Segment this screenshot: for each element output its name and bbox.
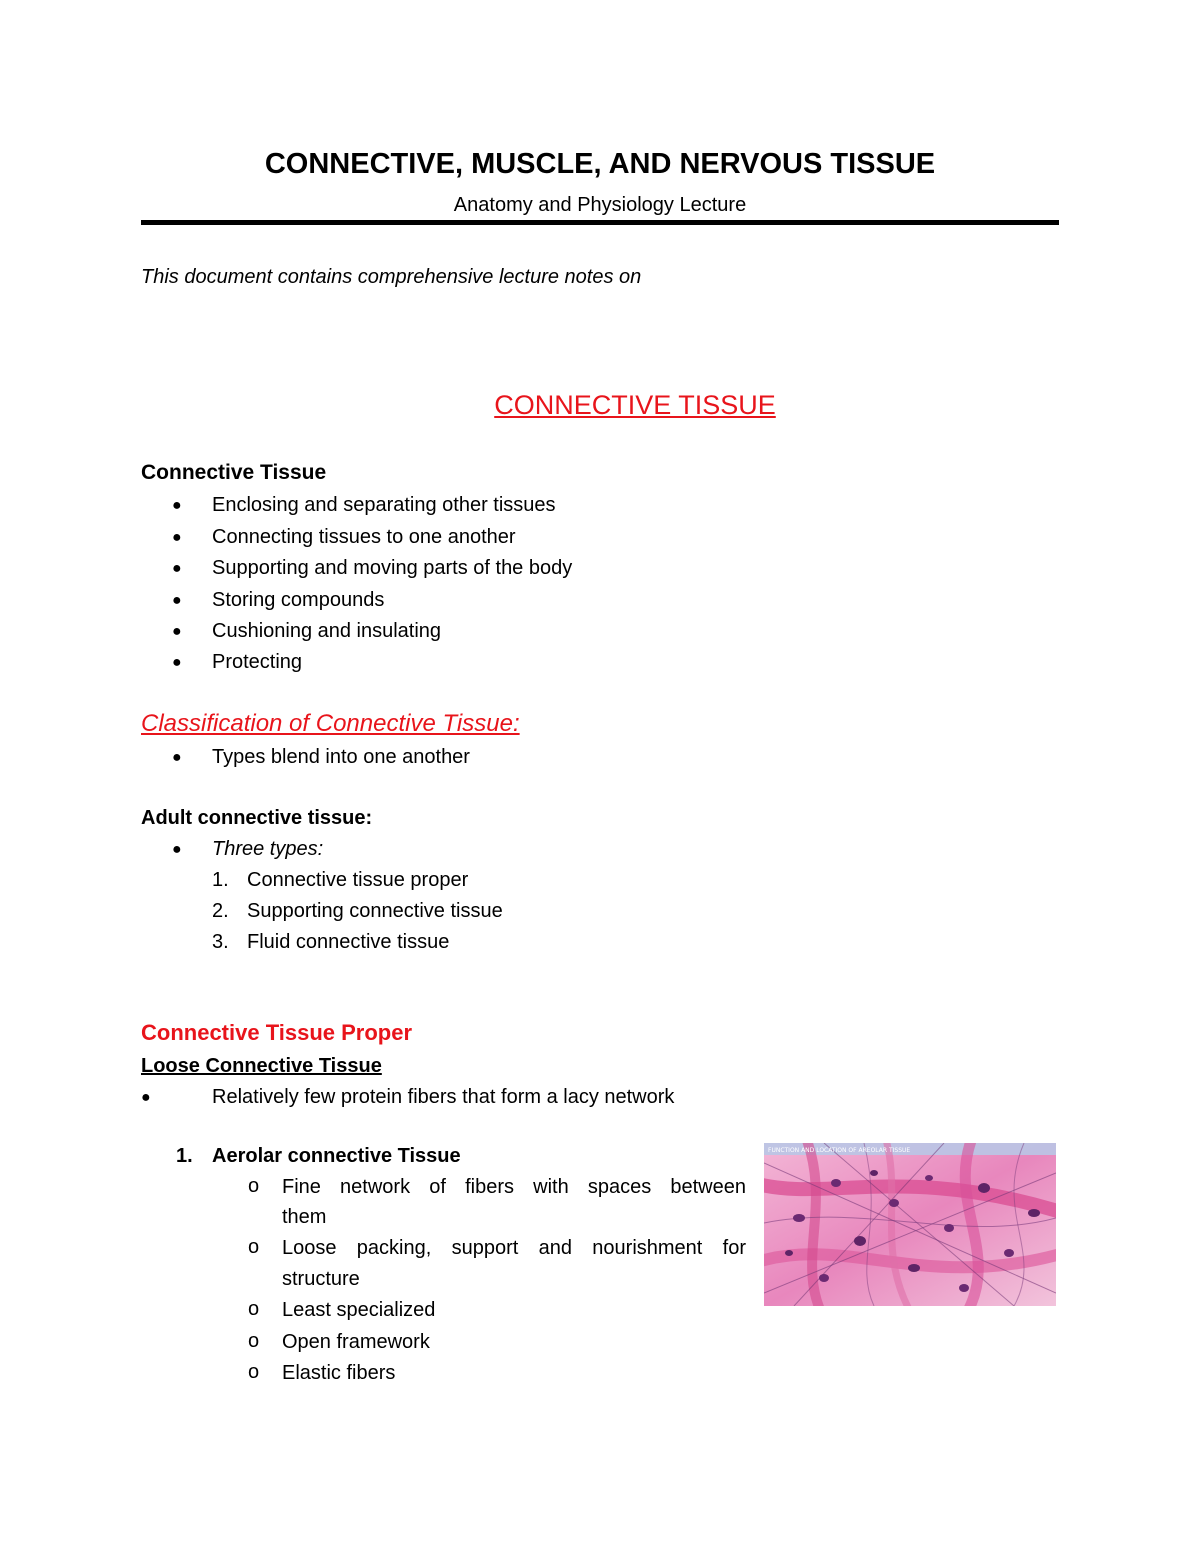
sub-bullet-icon: o bbox=[248, 1330, 260, 1352]
bullet-icon: ● bbox=[172, 592, 182, 609]
list-item: Loose packing, support and nourishment for bbox=[282, 1237, 746, 1259]
adult-heading: Adult connective tissue: bbox=[141, 807, 373, 829]
areolar-tissue-image bbox=[764, 1143, 1056, 1306]
intro-text: This document contains comprehensive lecture notes on bbox=[141, 266, 642, 288]
sub-bullet-icon: o bbox=[248, 1298, 260, 1320]
list-item: Cushioning and insulating bbox=[212, 620, 442, 642]
bullet-icon: ● bbox=[172, 749, 182, 766]
list-item: Connective tissue proper bbox=[247, 869, 469, 891]
loose-heading: Loose Connective Tissue bbox=[141, 1055, 382, 1077]
aerolar-heading: Aerolar connective Tissue bbox=[212, 1145, 461, 1167]
bullet-icon: ● bbox=[172, 497, 182, 514]
title-rule bbox=[141, 220, 1059, 225]
list-item: Types blend into one another bbox=[212, 746, 470, 768]
bullet-icon: ● bbox=[172, 560, 182, 577]
list-number: 1. bbox=[212, 869, 229, 891]
list-item: Fluid connective tissue bbox=[247, 931, 450, 953]
bullet-icon: ● bbox=[172, 654, 182, 671]
document-subtitle: Anatomy and Physiology Lecture bbox=[453, 194, 747, 216]
list-item: Storing compounds bbox=[212, 589, 385, 611]
bullet-icon: ● bbox=[172, 529, 182, 546]
connective-heading: Connective Tissue bbox=[141, 461, 327, 484]
list-item: Elastic fibers bbox=[282, 1362, 396, 1384]
proper-heading: Connective Tissue Proper bbox=[141, 1020, 413, 1045]
list-item: them bbox=[282, 1206, 327, 1228]
list-item: Enclosing and separating other tissues bbox=[212, 494, 556, 516]
bullet-icon: ● bbox=[172, 623, 182, 640]
list-item: Three types: bbox=[212, 838, 324, 860]
list-item: Supporting and moving parts of the body bbox=[212, 557, 573, 579]
sub-bullet-icon: o bbox=[248, 1361, 260, 1383]
section-heading: CONNECTIVE TISSUE bbox=[494, 390, 776, 420]
list-number: 1. bbox=[176, 1145, 193, 1167]
classification-heading: Classification of Connective Tissue: bbox=[141, 710, 520, 737]
bullet-icon: ● bbox=[141, 1089, 151, 1106]
list-number: 2. bbox=[212, 900, 229, 922]
list-item: Protecting bbox=[212, 651, 303, 673]
bullet-icon: ● bbox=[172, 841, 182, 858]
list-item: Fine network of fibers with spaces between bbox=[282, 1176, 746, 1198]
sub-bullet-icon: o bbox=[248, 1175, 260, 1197]
list-item: Open framework bbox=[282, 1331, 430, 1353]
image-caption: FUNCTION AND LOCATION OF AREOLAR TISSUE bbox=[768, 1147, 911, 1154]
list-item: structure bbox=[282, 1268, 360, 1290]
list-number: 3. bbox=[212, 931, 229, 953]
list-item: Supporting connective tissue bbox=[247, 900, 503, 922]
list-item: Least specialized bbox=[282, 1299, 436, 1321]
sub-bullet-icon: o bbox=[248, 1236, 260, 1258]
document-title: CONNECTIVE, MUSCLE, AND NERVOUS TISSUE bbox=[264, 148, 936, 180]
list-item: Relatively few protein fibers that form a lacy network bbox=[212, 1086, 675, 1108]
list-item: Connecting tissues to one another bbox=[212, 526, 516, 548]
